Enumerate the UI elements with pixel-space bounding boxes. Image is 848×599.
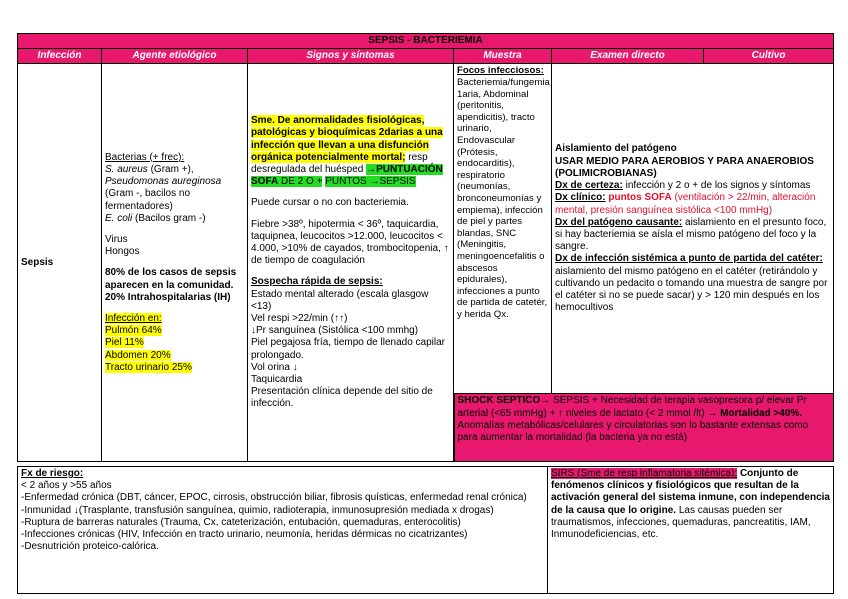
pr-sanguinea: ↓Pr sanguínea (Sistólica <100 mmhg)	[251, 325, 419, 337]
pct-comunidad: 80% de los casos de sepsis aparecen en la comunidad.	[105, 267, 237, 291]
riesgo-item: < 2 años y >55 años	[21, 480, 112, 492]
dx-clinico-sofa: puntos SOFA	[605, 192, 672, 204]
bacterias-label: Bacterias (+ frec):	[105, 151, 185, 163]
header-row	[18, 49, 834, 64]
shock-cell	[454, 394, 834, 462]
sepsis-table	[17, 33, 834, 462]
aislamiento: Aislamiento del patógeno	[555, 143, 677, 155]
sofa-label: →PUNTUACIÓN SOFA	[251, 163, 443, 188]
fiebre: Fiebre >38º, hipotermia < 36º, taquicardia, taquipnea, leucocitos >12.000, leucocitos < 4.000, >10% de cayados, trombocitopenia, ↑ de tiempo de coagulación	[251, 218, 449, 267]
riesgo-item: -Inmunidad ↓(Trasplante, transfusión sanguínea, quimio, radioterapia, inmunosupresión mediada x drogas)	[21, 504, 494, 516]
bottom-table	[17, 466, 834, 594]
shock-text1: → SEPSIS + Necesidad de terapia vasopresora p/ elevar Pr arterial (<65 mmHg) + ↑ niveles de lactato (< 2 mmol /lt) →	[457, 395, 807, 419]
header-signos: Signos y síntomas	[248, 49, 454, 64]
infeccion-label: Sepsis	[21, 256, 54, 268]
dx-clinico-label: Dx clínico:	[555, 192, 606, 204]
shock-mortalidad: Mortalidad >40%.	[720, 407, 803, 419]
sospecha-label: Sospecha rápida de sepsis:	[251, 276, 383, 288]
riesgo-item: -Infecciones crónicas (HIV, Infección en tracto urinario, neumonía, heridas dérmicas no cicatrizantes)	[21, 529, 468, 541]
piel-pegajosa: Piel pegajosa fría, tiempo de llenado capilar prolongado.	[251, 337, 446, 361]
presentacion: Presentación clínica depende del sitio de infección.	[251, 386, 433, 410]
abdomen: Abdomen 20%	[105, 349, 171, 361]
sofa-de2o: DE 2 O +	[278, 176, 323, 188]
taquicardia: Taquicardia	[251, 374, 303, 386]
piel: Piel 11%	[105, 337, 144, 349]
puede-cursar: Puede cursar o no con bacteriemia.	[251, 197, 409, 209]
pct-intra: 20% Intrahospitalarias (IH)	[105, 291, 231, 303]
riesgo-item: -Desnutrición proteico-calórica.	[21, 541, 159, 553]
dx-certeza: infección y 2 o + de los signos y síntomas	[622, 180, 811, 192]
header-examen: Examen directo	[552, 49, 704, 64]
riesgo-cell	[18, 467, 548, 594]
shock-label: SHOCK SEPTICO	[457, 395, 541, 407]
dx-sistemica-label: Dx de infección sistémica a punto de partida del catéter:	[555, 253, 823, 265]
riesgo-label: Fx de riesgo:	[21, 468, 84, 479]
virus: Virus	[105, 234, 128, 245]
resp-text: resp desregulada del huésped	[251, 151, 428, 175]
header-agente: Agente etiológico	[102, 49, 248, 64]
sofa-puntos: PUNTOS →SEPSIS	[325, 176, 416, 188]
pseudomonas: Pseudomonas aureginosa	[105, 176, 222, 188]
sheet	[17, 33, 833, 594]
sirs-definition: Conjunto de fenómenos clínicos y fisiológicos que resultan de la activación general del sistema inmune, con independencia de la causa que lo origine.	[551, 468, 830, 516]
vel-respi: Vel respi >22/min (↑↑)	[251, 313, 348, 325]
signos-cell	[248, 64, 454, 462]
pseudomonas-note: (Gram -, bacilos no fermentadores)	[105, 188, 191, 212]
header-cultivo: Cultivo	[704, 49, 834, 64]
pulmon: Pulmón 64%	[105, 325, 162, 337]
header-infeccion: Infección	[18, 49, 102, 64]
muestra-cell	[454, 64, 552, 394]
agente-cell	[102, 64, 248, 462]
sme-definition: Sme. De anormalidades fisiológicas, patológicas y bioquímicas 2darias a una infección que llevan a una disfunción orgánica potencialmente mortal;	[251, 115, 443, 163]
examen-cell	[552, 64, 834, 394]
usar-medio: USAR MEDIO PARA AEROBIOS Y PARA ANAEROBIOS (POLIMICROBIANAS)	[555, 155, 814, 179]
infeccion-en: Infección en:	[105, 313, 162, 325]
hongos: Hongos	[105, 246, 140, 258]
dx-clinico: (ventilación > 22/min, alteración mental, presión sanguínea sistólica <100 mmHg)	[555, 192, 816, 216]
vol-orina: Vol orina ↓	[251, 361, 298, 373]
dx-patogeno-label: Dx del patógeno causante:	[555, 216, 683, 228]
shock-text2: Anomalías metabólicas/celulares y circulatorias son lo bastante extensas como para aumentar la mortalidad (la bacteria ya no está)	[457, 419, 809, 444]
sirs-label: SIRS (Sme de resp inflamatoria sitémica):	[551, 468, 738, 479]
s-aureus: S. aureus	[105, 163, 148, 175]
infeccion-cell	[18, 64, 102, 462]
sirs-causes: Las causas pueden ser traumatismos, infecciones, quemaduras, pancreatitis, IAM, Inmunodeficiencias, etc.	[551, 504, 811, 541]
riesgo-item: -Enfermedad crónica (DBT, cáncer, EPOC, cirrosis, obstrucción biliar, fibrosis quísticas, enfermedad renal crónica)	[21, 492, 527, 504]
dx-sistemica: aislamiento del mismo patógeno en el catéter (retirándolo y cultivando un pedacito o tomando una muestra de sangre por el catéter si no se puede sacar) y > 120 min después en los hemocultivos	[555, 265, 828, 314]
e-coli: E. coli	[105, 212, 133, 224]
focos-text: Bacteriemia/fungemia 1aria, Abdominal (peritonitis, apendicitis), tracto urinario, Endovascular (Prótesis, endocarditis), respiratorio (neumonías, bronconeumonías y empiema), infección de piel y partes blandas, SNC (Meningitis, meningoencefalitis o abscesos epidurales), infecciones a punto de partida de catetér, y herida Qx.	[457, 77, 550, 320]
dx-patogeno: aislamiento en el presunto foco, si hay bacteriemia se aísla el mismo patógeno del foco y la sangre.	[555, 216, 827, 253]
dx-certeza-label: Dx de certeza:	[555, 180, 623, 192]
table-title: SEPSIS - BACTERIEMIA	[18, 34, 834, 49]
sirs-cell	[548, 467, 834, 594]
e-coli-note: (Bacilos gram -)	[132, 212, 206, 224]
header-muestra: Muestra	[454, 49, 552, 64]
estado-mental: Estado mental alterado (escala glasgow <13)	[251, 288, 429, 312]
focos-label: Focos infecciosos:	[457, 65, 544, 77]
s-aureus-note: (Gram +),	[147, 163, 194, 175]
riesgo-item: -Ruptura de barreras naturales (Trauma, Cx, cateterización, entubación, quemaduras, enterocolitis)	[21, 516, 461, 528]
tracto: Tracto urinario 25%	[105, 361, 192, 373]
